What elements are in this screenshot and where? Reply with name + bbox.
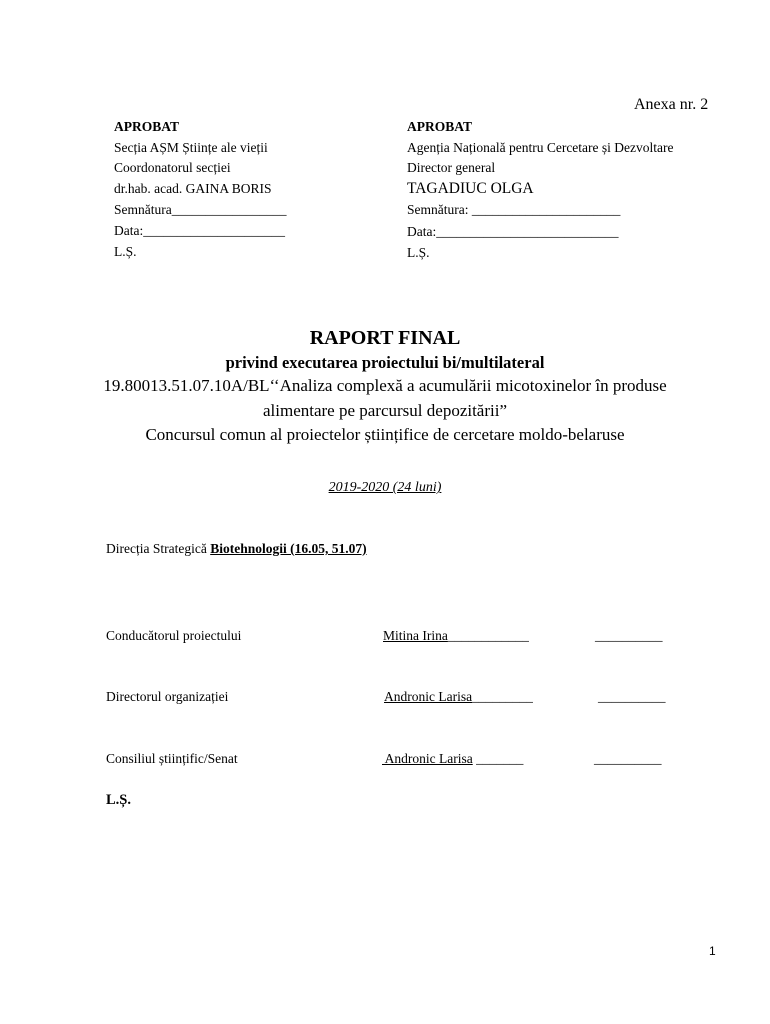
right-approval-signature: Semnătura: ______________________ — [407, 202, 621, 217]
signatory-signature-line: __________ — [595, 628, 663, 643]
right-approval-role: Director general — [407, 160, 496, 175]
contest-name: Concursul comun al proiectelor științifice de cercetare moldo-belaruse — [145, 425, 625, 444]
project-title-line2: alimentare pe parcursul depozitării” — [262, 401, 508, 420]
left-approval-name: dr.hab. acad. GAINA BORIS — [114, 181, 272, 196]
signatory-name — [384, 689, 533, 705]
right-approval-agency: Agenția Națională pentru Cercetare și Dezvoltare — [407, 140, 674, 155]
right-approval-date: Data:___________________________ — [407, 224, 619, 239]
signatory-name — [383, 628, 529, 644]
report-title: RAPORT FINAL — [309, 327, 461, 349]
left-approval-seal: L.Ș. — [114, 244, 137, 259]
signatory-role: Conducătorul proiectului — [106, 628, 242, 643]
signatory-role: Directorul organizației — [106, 689, 229, 704]
signatory-name-text: Mitina Irina — [383, 628, 448, 643]
right-approval-name: TAGADIUC OLGA — [407, 180, 534, 197]
left-approval-section: Secția AȘM Științe ale vieții — [114, 140, 268, 155]
signatory-name-text: Andronic Larisa — [384, 689, 473, 704]
left-approval-signature: Semnătura_________________ — [114, 202, 287, 217]
strategic-direction-label: Direcția Strategică — [106, 541, 211, 556]
strategic-direction — [106, 541, 367, 557]
left-approval-date: Data:_____________________ — [114, 223, 285, 238]
signatory-role: Consiliul științific/Senat — [106, 751, 238, 766]
signatory-signature-line: __________ — [594, 751, 662, 766]
signatory-name-text: Andronic Larisa — [382, 751, 473, 766]
right-approval-heading: APROBAT — [407, 119, 473, 134]
bottom-seal: L.Ș. — [106, 792, 131, 808]
left-approval-heading: APROBAT — [114, 119, 180, 134]
signatory-signature-line: __________ — [598, 689, 666, 704]
strategic-direction-value: Biotehnologii (16.05, 51.07) — [210, 541, 367, 556]
project-period: 2019-2020 (24 luni) — [328, 480, 442, 495]
right-approval-seal: L.Ș. — [407, 245, 430, 260]
signatory-name-line: _______ — [472, 751, 524, 766]
signatory-name-line: ____________ — [447, 628, 529, 643]
left-approval-role: Coordonatorul secției — [114, 160, 231, 175]
signatory-name-line: _________ — [472, 689, 533, 704]
signatory-name — [382, 751, 523, 767]
annex-label: Anexa nr. 2 — [634, 96, 709, 113]
page-number: 1 — [709, 944, 716, 958]
project-title-line1: 19.80013.51.07.10A/BL‘‘Analiza complexă a acumulării micotoxinelor în produse — [103, 376, 667, 395]
report-subtitle: privind executarea proiectului bi/multilateral — [225, 353, 545, 372]
